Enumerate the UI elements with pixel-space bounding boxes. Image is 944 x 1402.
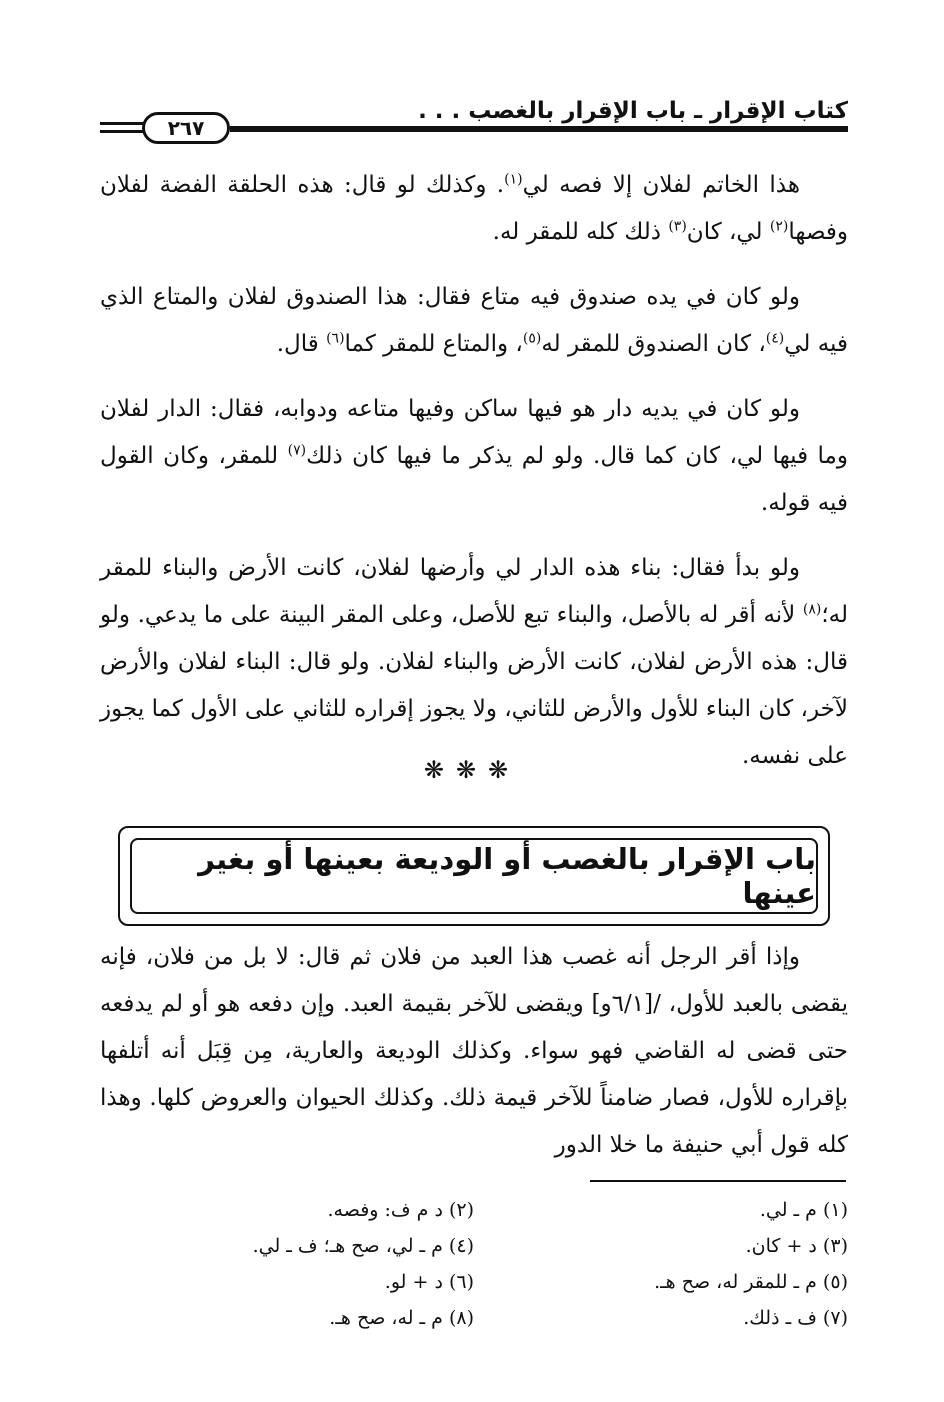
paragraph-text: قال. (276, 331, 327, 357)
footnote-marker: (٨) (802, 601, 822, 618)
footnote-marker: (٧) (287, 442, 307, 459)
body-text-top (100, 162, 848, 780)
paragraph-text: للمقر، وكان القول فيه قوله. (100, 443, 848, 516)
paragraph-text: وإذا أقر الرجل أنه غصب هذا العبد من فلان ثم قال: لا بل من فلان، فإنه يقضى بالعبد للأول، /[٦/١و] ويقضى للآخر بقيمة العبد. وإن دفعه هو أو لم يدفعه حتى قضى له القاضي فهو سواء. وكذلك الوديعة والعارية، مِن قِبَل أنه أتلفها بإقراره للأول، فصار ضامناً للآخر قيمة ذلك. وكذلك الحيوان والعروض كلها. وهذا كله قول أبي حنيفة ما خلا الدور (100, 944, 849, 1158)
chapter-banner-inner (130, 838, 818, 914)
paragraph-text: ذلك كله للمقر له. (492, 219, 669, 245)
footnote-marker: (١) (504, 171, 523, 188)
footnote: (٥) م ـ للمقر له، صح هـ. (654, 1271, 848, 1293)
footnote: (٢) د م ف: وفصه. (327, 1199, 474, 1221)
footnote: (٤) م ـ لي، صح هـ؛ ف ـ لي. (252, 1235, 474, 1257)
paragraph-text: لي، كان (686, 219, 770, 245)
footnote-marker: (٢) (769, 218, 789, 235)
paragraph-gap (100, 256, 848, 274)
page-header (100, 88, 848, 146)
paragraph-text: . وكذلك لو قال: هذه الحلقة الفضة لفلان وفصها (100, 172, 848, 245)
header-rule-left-bottom (100, 130, 144, 133)
paragraph (100, 386, 848, 527)
running-title: كتاب الإقرار ـ باب الإقرار بالغصب . . . (418, 98, 848, 124)
section-separator: ❋❋❋ (423, 756, 521, 784)
paragraph-text: ، والمتاع للمقر كما (344, 331, 523, 357)
chapter-title: باب الإقرار بالغصب أو الوديعة بعينها أو بغير عينها (198, 842, 816, 910)
paragraph-text: لأنه أقر له بالأصل، والبناء تبع للأصل، وعلى المقر البينة على ما يدعي. ولو قال: هذه الأرض لفلان، كانت الأرض والبناء لفلان. ولو قال: البناء لفلان والأرض لآخر، كان البناء للأول والأرض للثاني، ولا يجوز إقراره للثاني على الأول كما يجوز على نفسه. (100, 602, 848, 769)
paragraph-text: هذا الخاتم لفلان إلا فصه لي (522, 172, 800, 198)
body-text-bottom (100, 934, 848, 1169)
paragraph (100, 274, 848, 368)
footnote: (١) م ـ لي. (759, 1199, 848, 1221)
footnote: (٣) د + كان. (745, 1235, 848, 1257)
paragraph (100, 934, 848, 1169)
footnotes (100, 1192, 848, 1336)
paragraph-text: ولو بدأ فقال: بناء هذه الدار لي وأرضها لفلان، كانت الأرض والبناء للمقر له؛ (100, 555, 848, 628)
footnote: (٧) ف ـ ذلك. (743, 1307, 848, 1329)
paragraph-text: ولو كان في يديه دار هو فيها ساكن وفيها متاعه ودوابه، فقال: الدار لفلان وما فيها لي، كان كما قال. ولو لم يذكر ما فيها كان ذلك (100, 396, 848, 469)
paragraph-gap (100, 368, 848, 386)
paragraph-text: ، كان الصندوق للمقر له (541, 331, 766, 357)
paragraph (100, 162, 848, 256)
paragraph (100, 545, 848, 780)
footnote-marker: (٤) (765, 330, 785, 347)
footnote-marker: (٥) (522, 330, 542, 347)
footnote: (٨) م ـ له، صح هـ. (329, 1307, 474, 1329)
footnote-rule (590, 1180, 846, 1182)
header-rule (230, 126, 848, 132)
footnote-marker: (٣) (668, 218, 687, 235)
paragraph-gap (100, 527, 848, 545)
paragraph-text: ولو كان في يده صندوق فيه متاع فقال: هذا الصندوق لفلان والمتاع الذي فيه لي (100, 284, 848, 357)
footnote: (٦) د + لو. (384, 1271, 474, 1293)
chapter-banner (118, 826, 830, 926)
footnote-marker: (٦) (326, 330, 345, 347)
header-rule-left-top (100, 122, 144, 125)
page-number: ٢٦٧ (142, 112, 230, 144)
